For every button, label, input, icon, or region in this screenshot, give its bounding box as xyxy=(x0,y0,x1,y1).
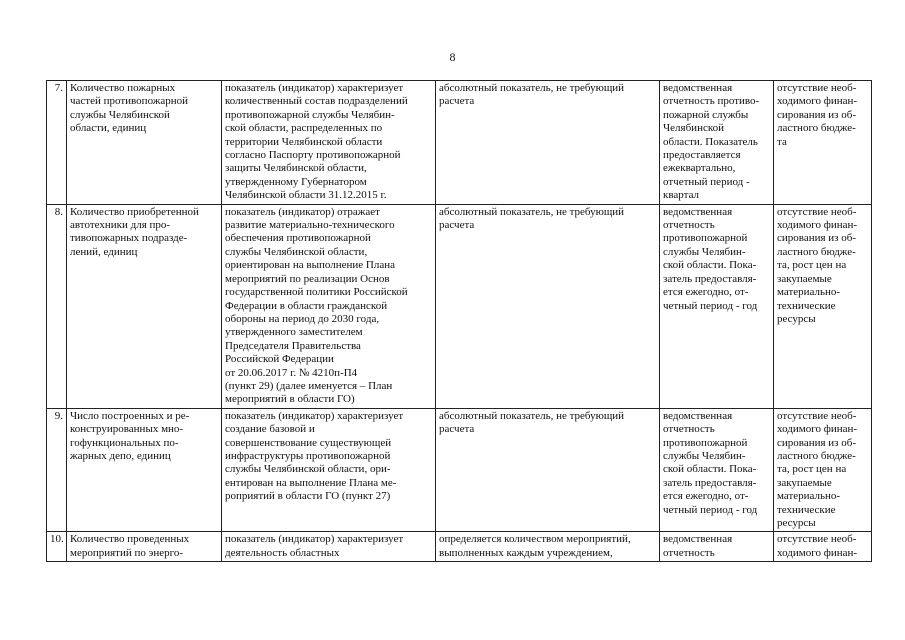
cell-text-line: Число построенных и ре- xyxy=(70,409,190,422)
cell-text-line: ведомственная xyxy=(663,533,733,546)
indicator-description-cell xyxy=(222,204,436,408)
cell-text-line: ориентирован на выполнение Плана xyxy=(225,259,396,272)
row-number: 10. xyxy=(47,532,67,562)
cell-text-line: отчетный период - xyxy=(663,175,750,188)
cell-text-line: роприятий в области ГО (пункт 27) xyxy=(225,490,391,503)
cell-text-line: области. Показатель xyxy=(663,135,758,148)
cell-text-line: отчетность xyxy=(663,546,715,559)
table-row xyxy=(47,532,872,562)
cell-text-line: абсолютный показатель, не требующий xyxy=(439,409,625,422)
cell-text-line: утвержденному Губернатором xyxy=(225,175,367,188)
indicator-name-cell xyxy=(67,204,222,408)
cell-text-line: сирования из об- xyxy=(777,108,857,121)
data-source-cell xyxy=(660,81,774,205)
cell-text-line: отсутствие необ- xyxy=(777,409,857,422)
cell-text-line: территории Челябинской области xyxy=(225,135,383,148)
cell-text-line: мероприятий по энерго- xyxy=(70,546,184,559)
cell-text-line: Количество приобретенной xyxy=(70,205,199,218)
table-row xyxy=(47,204,872,408)
cell-text-line: жарных депо, единиц xyxy=(70,449,171,462)
cell-text-line: области, единиц xyxy=(70,122,147,135)
cell-text-line: отчетность xyxy=(663,219,715,232)
cell-text-line: ской области. Пока- xyxy=(663,259,757,272)
cell-text-line: ходимого финан- xyxy=(777,423,858,436)
cell-text-line: автотехники для про- xyxy=(70,219,171,232)
risk-factors-cell xyxy=(774,81,872,205)
cell-text-line: ской области. Пока- xyxy=(663,463,757,476)
cell-text-line: определяется количеством мероприятий, xyxy=(439,533,631,546)
cell-text-line: ластного бюдже- xyxy=(777,122,856,135)
data-source-cell xyxy=(660,532,774,562)
cell-text-line: мероприятий в области ГО) xyxy=(225,393,355,406)
cell-text-line: отчетность xyxy=(663,423,715,436)
cell-text-line: затель предоставля- xyxy=(663,272,757,285)
indicator-description-cell xyxy=(222,532,436,562)
table-row xyxy=(47,81,872,205)
cell-text-line: показатель (индикатор) характеризует xyxy=(225,409,404,422)
cell-text-line: ластного бюдже- xyxy=(777,245,856,258)
cell-text-line: расчета xyxy=(439,95,475,108)
cell-text-line: показатель (индикатор) характеризует xyxy=(225,533,404,546)
cell-text-line: расчета xyxy=(439,219,475,232)
cell-text-line: показатель (индикатор) отражает xyxy=(225,205,380,218)
cell-text-line: противопожарной xyxy=(663,436,748,449)
cell-text-line: частей противопожарной xyxy=(70,95,189,108)
indicator-name-cell xyxy=(67,81,222,205)
cell-text-line: ресурсы xyxy=(777,517,816,529)
cell-text-line: утвержденного заместителем xyxy=(225,326,363,339)
cell-text-line: квартал xyxy=(663,189,700,202)
row-number: 8. xyxy=(47,204,67,408)
cell-text-line: отсутствие необ- xyxy=(777,533,857,546)
cell-text-line: гофункциональных по- xyxy=(70,436,179,449)
cell-text-line: Федерации в области гражданской xyxy=(225,299,388,312)
cell-text-line: абсолютный показатель, не требующий xyxy=(439,205,625,218)
page-number: 8 xyxy=(449,50,456,64)
cell-text-line: та xyxy=(777,135,787,148)
cell-text-line: затель предоставля- xyxy=(663,476,757,489)
calculation-method-cell xyxy=(436,532,660,562)
cell-text-line: количественный состав подразделений xyxy=(225,95,408,108)
cell-text-line: технические xyxy=(777,503,836,516)
cell-text-line: Председателя Правительства xyxy=(225,339,361,352)
cell-text-line: ведомственная xyxy=(663,409,733,422)
cell-text-line: службы Челябинской xyxy=(70,108,170,121)
cell-text-line: расчета xyxy=(439,423,475,436)
cell-text-line: технические xyxy=(777,299,836,312)
row-number: 7. xyxy=(47,81,67,205)
cell-text-line: четный период - год xyxy=(663,503,758,516)
cell-text-line: ется ежегодно, от- xyxy=(663,490,749,503)
cell-text-line: выполненных каждым учреждением, xyxy=(439,546,613,559)
cell-text-line: ластного бюдже- xyxy=(777,449,856,462)
cell-text-line: четный период - год xyxy=(663,299,758,312)
cell-text-line: защиты Челябинской области, xyxy=(225,162,367,175)
cell-text-line: пожарной службы xyxy=(663,108,749,121)
cell-text-line: показатель (индикатор) характеризует xyxy=(225,82,404,94)
cell-text-line: от 20.06.2017 г. № 4210п-П4 xyxy=(225,366,358,379)
data-source-cell xyxy=(660,408,774,532)
indicator-name-cell xyxy=(67,532,222,562)
cell-text-line: Российской Федерации xyxy=(225,353,334,366)
cell-text-line: материально- xyxy=(777,490,841,503)
cell-text-line: службы Челябинской области, xyxy=(225,245,368,258)
cell-text-line: закупаемые xyxy=(777,272,832,285)
cell-text-line: ресурсы xyxy=(777,312,816,325)
indicator-name-cell xyxy=(67,408,222,532)
cell-text-line: сирования из об- xyxy=(777,436,857,449)
cell-text-line: Количество пожарных xyxy=(70,82,176,94)
cell-text-line: лений, единиц xyxy=(70,245,138,258)
cell-text-line: материально- xyxy=(777,286,841,299)
cell-text-line: Челябинской xyxy=(663,122,725,135)
risk-factors-cell xyxy=(774,408,872,532)
cell-text-line: ской области, распределенных по xyxy=(225,122,383,135)
indicator-description-cell xyxy=(222,408,436,532)
cell-text-line: ходимого финан- xyxy=(777,546,858,559)
cell-text-line: предоставляется xyxy=(663,149,741,162)
cell-text-line: совершенствование существующей xyxy=(225,436,392,449)
cell-text-line: противопожарной xyxy=(663,232,748,245)
cell-text-line: согласно Паспорту противопожарной xyxy=(225,149,401,162)
cell-text-line: ется ежегодно, от- xyxy=(663,286,749,299)
cell-text-line: ведомственная xyxy=(663,82,733,94)
cell-text-line: (пункт 29) (далее именуется – План xyxy=(225,379,393,392)
indicator-description-cell xyxy=(222,81,436,205)
risk-factors-cell xyxy=(774,204,872,408)
cell-text-line: абсолютный показатель, не требующий xyxy=(439,82,625,94)
indicators-table xyxy=(46,80,872,562)
cell-text-line: ентирован на выполнение Плана ме- xyxy=(225,476,397,489)
cell-text-line: тивопожарных подразде- xyxy=(70,232,188,245)
cell-text-line: закупаемые xyxy=(777,476,832,489)
cell-text-line: инфраструктуры противопожарной xyxy=(225,449,391,462)
cell-text-line: Челябинской области 31.12.2015 г. xyxy=(225,189,387,202)
cell-text-line: отсутствие необ- xyxy=(777,205,857,218)
cell-text-line: развитие материально-технического xyxy=(225,219,395,232)
cell-text-line: мероприятий по реализации Основ xyxy=(225,272,390,285)
cell-text-line: службы Челябинской области, ори- xyxy=(225,463,391,476)
risk-factors-cell xyxy=(774,532,872,562)
data-source-cell xyxy=(660,204,774,408)
cell-text-line: конструированных мно- xyxy=(70,423,184,436)
cell-text-line: ведомственная xyxy=(663,205,733,218)
cell-text-line: обеспечения противопожарной xyxy=(225,232,371,245)
calculation-method-cell xyxy=(436,81,660,205)
cell-text-line: деятельность областных xyxy=(225,546,340,559)
cell-text-line: ежеквартально, xyxy=(663,162,736,175)
table-row xyxy=(47,408,872,532)
cell-text-line: создание базовой и xyxy=(225,423,315,436)
calculation-method-cell xyxy=(436,204,660,408)
cell-text-line: государственной политики Российской xyxy=(225,286,408,299)
cell-text-line: службы Челябин- xyxy=(663,245,746,258)
cell-text-line: обороны на период до 2030 года, xyxy=(225,312,380,325)
cell-text-line: сирования из об- xyxy=(777,232,857,245)
cell-text-line: та, рост цен на xyxy=(777,259,847,272)
cell-text-line: службы Челябин- xyxy=(663,449,746,462)
cell-text-line: та, рост цен на xyxy=(777,463,847,476)
cell-text-line: отчетность противо- xyxy=(663,95,760,108)
cell-text-line: Количество проведенных xyxy=(70,533,190,546)
cell-text-line: ходимого финан- xyxy=(777,95,858,108)
row-number: 9. xyxy=(47,408,67,532)
cell-text-line: ходимого финан- xyxy=(777,219,858,232)
cell-text-line: отсутствие необ- xyxy=(777,82,857,94)
cell-text-line: противопожарной службы Челябин- xyxy=(225,108,395,121)
calculation-method-cell xyxy=(436,408,660,532)
